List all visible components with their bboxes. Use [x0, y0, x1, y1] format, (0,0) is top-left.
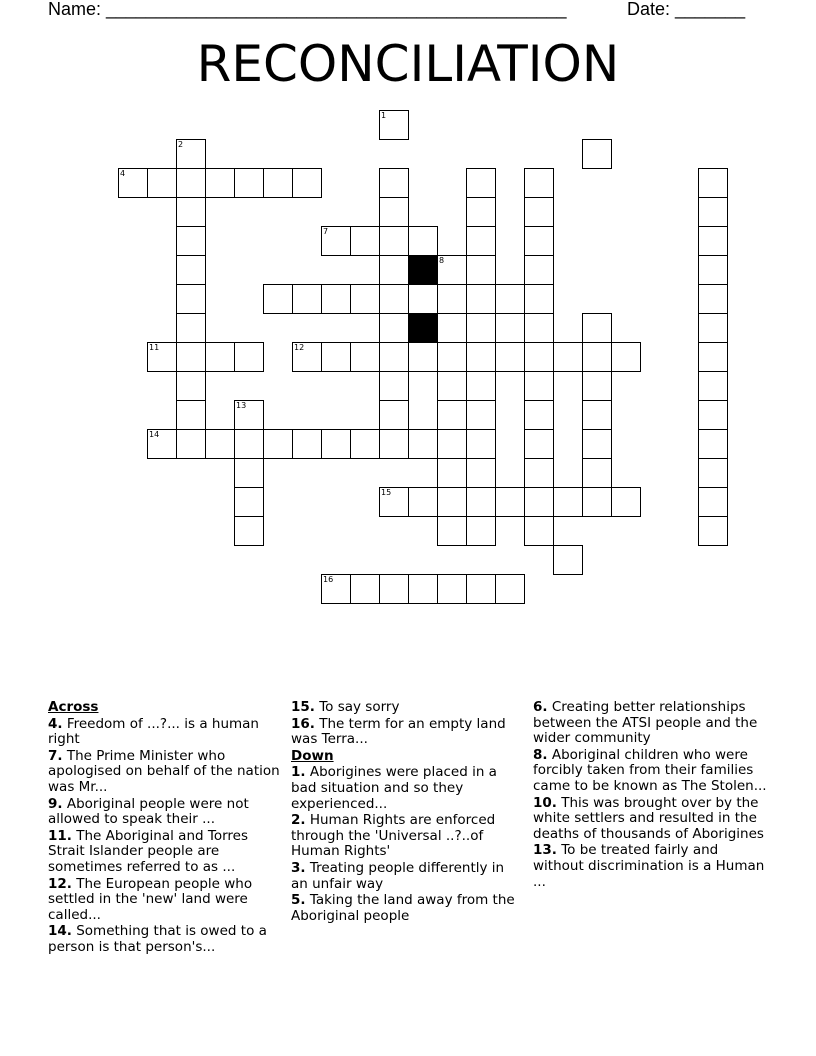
crossword-cell[interactable] [379, 429, 409, 459]
crossword-cell[interactable] [234, 168, 264, 198]
crossword-cell[interactable] [234, 487, 264, 517]
clue-number-label: 12 [294, 343, 305, 352]
clue-down-6 [533, 700, 771, 747]
crossword-cell[interactable] [582, 487, 612, 517]
crossword-cell[interactable] [379, 168, 409, 198]
clue-text: The European people who settled in the 'new' land were called... [48, 875, 253, 923]
crossword-cell[interactable] [698, 400, 728, 430]
crossword-cell[interactable] [611, 487, 641, 517]
crossword-cell[interactable] [524, 313, 554, 343]
black-square [408, 255, 438, 285]
clue-number-label: 13 [236, 401, 247, 410]
clue-down-1 [291, 765, 523, 812]
crossword-cell[interactable] [176, 197, 206, 227]
crossword-cell[interactable] [698, 516, 728, 546]
crossword-cell[interactable] [466, 197, 496, 227]
crossword-cell[interactable] [408, 429, 438, 459]
crossword-cell[interactable] [379, 574, 409, 604]
crossword-cell[interactable] [698, 429, 728, 459]
crossword-cell[interactable] [379, 255, 409, 285]
crossword-cell[interactable] [176, 400, 206, 430]
crossword-cell[interactable] [582, 429, 612, 459]
clue-number: 6. [533, 699, 548, 715]
crossword-cell[interactable] [495, 342, 525, 372]
crossword-cell[interactable] [379, 110, 409, 140]
crossword-cell[interactable] [466, 226, 496, 256]
clue-number: 4. [48, 715, 63, 732]
clue-text: Aboriginal people were not allowed to speak their ... [48, 795, 249, 828]
crossword-cell[interactable] [553, 545, 583, 575]
clue-text: Human Rights are enforced through the 'Universal ..?..of Human Rights' [291, 812, 496, 860]
crossword-cell[interactable] [292, 342, 322, 372]
crossword-cell[interactable] [698, 371, 728, 401]
crossword-cell[interactable] [321, 342, 351, 372]
clue-down-2 [291, 813, 523, 860]
crossword-cell[interactable] [698, 458, 728, 488]
clues-column-1 [48, 700, 280, 957]
crossword-cell[interactable] [263, 284, 293, 314]
crossword-cell[interactable] [466, 487, 496, 517]
crossword-cell[interactable] [263, 168, 293, 198]
crossword-cell[interactable] [466, 342, 496, 372]
crossword-cell[interactable] [466, 400, 496, 430]
clue-text: Freedom of ...?... is a human right [48, 715, 259, 748]
clue-number: 1. [291, 764, 306, 781]
crossword-cell[interactable] [321, 574, 351, 604]
clue-number-label: 2 [178, 140, 184, 149]
crossword-cell[interactable] [437, 400, 467, 430]
clue-number: 15. [291, 699, 315, 715]
crossword-cell[interactable] [379, 371, 409, 401]
crossword-cell[interactable] [234, 516, 264, 546]
crossword-cell[interactable] [437, 429, 467, 459]
crossword-cell[interactable] [437, 458, 467, 488]
clue-down-3 [291, 861, 523, 892]
clue-text: Aboriginal children who were forcibly taken from their families came to be known as The Stolen... [533, 746, 767, 794]
crossword-cell[interactable] [437, 487, 467, 517]
crossword-cell[interactable] [176, 226, 206, 256]
crossword-cell[interactable] [176, 139, 206, 169]
crossword-cell[interactable] [176, 313, 206, 343]
clue-number: 5. [291, 892, 306, 909]
clue-number: 2. [291, 812, 306, 829]
down-heading: Down [291, 747, 334, 764]
clue-number-label: 7 [323, 227, 329, 236]
crossword-cell[interactable] [379, 284, 409, 314]
crossword-cell[interactable] [379, 342, 409, 372]
crossword-cell[interactable] [524, 197, 554, 227]
crossword-cell[interactable] [524, 371, 554, 401]
crossword-cell[interactable] [524, 487, 554, 517]
crossword-cell[interactable] [176, 255, 206, 285]
crossword-cell[interactable] [350, 342, 380, 372]
clue-number-label: 16 [323, 575, 334, 584]
crossword-cell[interactable] [147, 342, 177, 372]
crossword-cell[interactable] [379, 487, 409, 517]
clue-number: 13. [533, 842, 557, 859]
crossword-cell[interactable] [611, 342, 641, 372]
crossword-cell[interactable] [524, 400, 554, 430]
crossword-cell[interactable] [698, 284, 728, 314]
clue-number-label: 14 [149, 430, 160, 439]
crossword-cell[interactable] [292, 429, 322, 459]
crossword-cell[interactable] [379, 226, 409, 256]
crossword-cell[interactable] [408, 487, 438, 517]
clue-text: This was brought over by the white settlers and resulted in the deaths of thousands of Aborigines [533, 794, 764, 842]
crossword-cell[interactable] [582, 371, 612, 401]
crossword-cell[interactable] [408, 284, 438, 314]
crossword-cell[interactable] [350, 284, 380, 314]
crossword-cell[interactable] [408, 574, 438, 604]
crossword-cell[interactable] [437, 342, 467, 372]
page-title: RECONCILIATION [196, 35, 620, 93]
crossword-cell[interactable] [466, 284, 496, 314]
crossword-cell[interactable] [176, 168, 206, 198]
clue-number: 7. [48, 747, 63, 764]
clue-number: 12. [48, 875, 72, 892]
crossword-cell[interactable] [524, 458, 554, 488]
clue-text: Aborigines were placed in a bad situation and so they experienced... [291, 764, 497, 812]
crossword-cell[interactable] [582, 342, 612, 372]
crossword-cell[interactable] [698, 342, 728, 372]
crossword-cell[interactable] [466, 168, 496, 198]
name-field-label: Name: ______________________________________________ [48, 0, 567, 19]
clue-down-10 [533, 796, 771, 843]
clue-number-label: 15 [381, 488, 392, 497]
crossword-cell[interactable] [698, 255, 728, 285]
crossword-cell[interactable] [524, 516, 554, 546]
crossword-cell[interactable] [176, 429, 206, 459]
crossword-cell[interactable] [698, 313, 728, 343]
clues-column-2 [291, 700, 523, 925]
crossword-cell[interactable] [524, 429, 554, 459]
clue-number: 16. [291, 715, 315, 732]
crossword-cell[interactable] [379, 197, 409, 227]
clue-across-4 [48, 717, 280, 748]
crossword-cell[interactable] [495, 487, 525, 517]
crossword-cell[interactable] [466, 516, 496, 546]
crossword-cell[interactable] [321, 284, 351, 314]
crossword-cell[interactable] [292, 284, 322, 314]
crossword-cell[interactable] [582, 313, 612, 343]
crossword-cell[interactable] [118, 168, 148, 198]
crossword-cell[interactable] [176, 342, 206, 372]
clue-across-12 [48, 877, 280, 924]
clue-number-label: 4 [120, 169, 126, 178]
crossword-cell[interactable] [321, 429, 351, 459]
across-heading: Across [48, 699, 99, 715]
crossword-cell[interactable] [176, 371, 206, 401]
crossword-cell[interactable] [234, 342, 264, 372]
crossword-cell[interactable] [147, 429, 177, 459]
crossword-cell[interactable] [147, 168, 177, 198]
clue-across-16 [291, 717, 523, 748]
crossword-cell[interactable] [437, 574, 467, 604]
clue-number: 11. [48, 827, 72, 844]
date-field-label: Date: _______ [627, 0, 746, 19]
crossword-cell[interactable] [466, 574, 496, 604]
clue-across-11 [48, 829, 280, 876]
clue-down-5 [291, 893, 523, 924]
clue-text: The Aboriginal and Torres Strait Islander people are sometimes referred to as ... [48, 827, 248, 875]
clue-across-7 [48, 749, 280, 796]
clue-across-9 [48, 797, 280, 828]
crossword-cell[interactable] [437, 313, 467, 343]
crossword-cell[interactable] [553, 487, 583, 517]
crossword-cell[interactable] [437, 371, 467, 401]
crossword-cell[interactable] [350, 226, 380, 256]
clue-text: Something that is owed to a person is that person's... [48, 923, 267, 955]
crossword-cell[interactable] [234, 458, 264, 488]
crossword-cell[interactable] [495, 284, 525, 314]
clue-number-label: 8 [439, 256, 445, 265]
crossword-cell[interactable] [379, 313, 409, 343]
crossword-cell[interactable] [379, 400, 409, 430]
clues-column-3 [533, 700, 771, 891]
crossword-cell[interactable] [205, 168, 235, 198]
clue-text: To be treated fairly and without discrimination is a Human ... [533, 842, 765, 890]
crossword-cell[interactable] [408, 226, 438, 256]
crossword-cell[interactable] [466, 371, 496, 401]
crossword-cell[interactable] [234, 429, 264, 459]
clue-text: The Prime Minister who apologised on behalf of the nation was Mr... [48, 747, 280, 795]
clue-text: Treating people differently in an unfair way [291, 859, 505, 892]
crossword-cell[interactable] [437, 255, 467, 285]
clue-number-label: 1 [381, 111, 387, 120]
crossword-cell[interactable] [437, 516, 467, 546]
crossword-cell[interactable] [437, 284, 467, 314]
clue-number: 8. [533, 746, 548, 763]
crossword-cell[interactable] [205, 429, 235, 459]
clue-text: The term for an empty land was Terra... [291, 715, 506, 748]
crossword-cell[interactable] [553, 342, 583, 372]
clue-number: 14. [48, 923, 72, 940]
crossword-cell[interactable] [466, 255, 496, 285]
clue-number: 9. [48, 795, 63, 812]
crossword-cell[interactable] [466, 429, 496, 459]
crossword-cell[interactable] [698, 487, 728, 517]
crossword-cell[interactable] [524, 342, 554, 372]
crossword-cell[interactable] [466, 458, 496, 488]
clue-text: Creating better relationships between the ATSI people and the wider community [533, 699, 758, 747]
crossword-cell[interactable] [466, 313, 496, 343]
clue-number: 3. [291, 859, 306, 876]
crossword-cell[interactable] [176, 284, 206, 314]
clue-number: 10. [533, 794, 557, 811]
crossword-cell[interactable] [350, 429, 380, 459]
clue-number-label: 11 [149, 343, 160, 352]
crossword-cell[interactable] [524, 168, 554, 198]
clue-across-14 [48, 924, 280, 955]
crossword-cell[interactable] [495, 574, 525, 604]
crossword-cell[interactable] [524, 255, 554, 285]
crossword-cell[interactable] [698, 226, 728, 256]
clue-down-8 [533, 748, 771, 795]
crossword-cell[interactable] [698, 197, 728, 227]
crossword-cell[interactable] [582, 458, 612, 488]
crossword-cell[interactable] [350, 574, 380, 604]
clue-text: Taking the land away from the Aboriginal people [291, 892, 515, 924]
black-square [408, 313, 438, 343]
crossword-cell[interactable] [321, 226, 351, 256]
crossword-cell[interactable] [408, 342, 438, 372]
crossword-cell[interactable] [524, 284, 554, 314]
clue-down-13 [533, 843, 771, 890]
crossword-cell[interactable] [698, 168, 728, 198]
clue-text: To say sorry [319, 699, 400, 715]
clue-across-15 [291, 700, 523, 716]
crossword-cell[interactable] [582, 400, 612, 430]
crossword-cell[interactable] [292, 168, 322, 198]
crossword-cell[interactable] [524, 226, 554, 256]
crossword-cell[interactable] [582, 139, 612, 169]
crossword-cell[interactable] [205, 342, 235, 372]
crossword-cell[interactable] [234, 400, 264, 430]
crossword-cell[interactable] [263, 429, 293, 459]
